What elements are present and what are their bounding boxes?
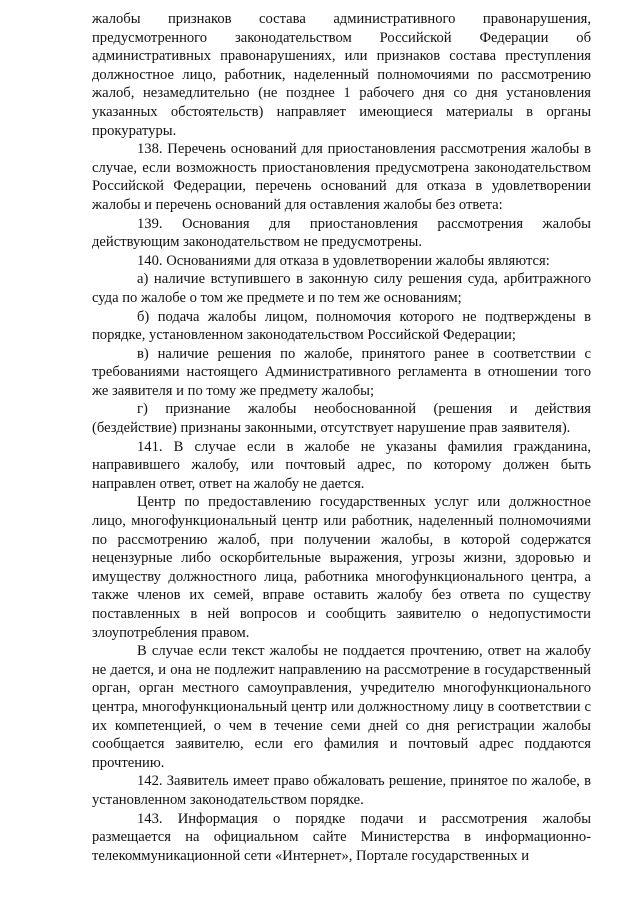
list-item-b: б) подача жалобы лицом, полномочия которого не подтверждены в порядке, установленном законодательством Российской Федерации;: [92, 308, 591, 344]
paragraph-unreadable: В случае если текст жалобы не поддается прочтению, ответ на жалобу не дается, и она не подлежит направлению на рассмотрение в государственный орган, орган местного самоуправления, учредителю многофункционального центра, многофункциональный центр или должностному лицу в соответствии с их компетенцией, о чем в течение семи дней со дня регистрации жалобы сообщается заявителю, если его фамилия и почтовый адрес поддаются прочтению.: [92, 643, 591, 771]
list-item-g: г) признание жалобы необоснованной (решения и действия (бездействие) признаны законными, отсутствует нарушение прав заявителя).: [92, 401, 591, 437]
paragraph-142: 142. Заявитель имеет право обжаловать решение, принятое по жалобе, в установленном законодательством порядке.: [92, 773, 591, 808]
paragraph-138: 138. Перечень оснований для приостановления рассмотрения жалобы в случае, если возможность приостановления предусмотрена законодательством Российской Федерации, перечень оснований для отказа в удовлетворении жалобы и перечень оснований для оставления жалобы без ответа:: [92, 141, 591, 213]
paragraph-139: 139. Основания для приостановления рассмотрения жалобы действующим законодательством не предусмотрены.: [92, 215, 591, 251]
paragraph-140: 140. Основаниями для отказа в удовлетворении жалобы являются:: [137, 252, 550, 269]
paragraph-center-obscene: Центр по предоставлению государственных услуг или должностное лицо, многофункциональный центр или работник, наделенный полномочиями по рассмотрению жалоб, при получении жалобы, в которой содержатся нецензурные либо оскорбительные выражения, угрозы жизни, здоровью и имуществу должностного лица, работника многофункционального центра, а также членов их семей, вправе оставить жалобу без ответа по существу поставленных в ней вопросов и сообщить заявителю о недопустимости злоупотребления правом.: [92, 494, 591, 641]
list-item-v: в) наличие решения по жалобе, принятого ранее в соответствии с требованиями настоящего Административного регламента в отношении того же заявителя и по тому же предмету жалобы;: [92, 345, 591, 399]
paragraph-141: 141. В случае если в жалобе не указаны фамилия гражданина, направившего жалобу, или почтовый адрес, по которому должен быть направлен ответ, ответ на жалобу не дается.: [92, 438, 591, 492]
paragraph-143: 143. Информация о порядке подачи и рассмотрения жалобы размещается на официальном сайте Министерства в информационно-телекоммуникационной сети «Интернет», Портале государственных и: [92, 810, 591, 864]
document-page: [92, 10, 591, 865]
list-item-a: а) наличие вступившего в законную силу решения суда, арбитражного суда по жалобе о том же предмете и по тем же основаниям;: [92, 271, 591, 306]
paragraph-continuation: жалобы признаков состава административного правонарушения, предусмотренного законодательством Российской Федерации об административных правонарушениях, или признаков состава преступления должностное лицо, работник, наделенный полномочиями по рассмотрению жалоб, незамедлительно (не позднее 1 рабочего дня со дня установления указанных обстоятельств) направляет имеющиеся материалы в органы прокуратуры.: [92, 11, 591, 139]
